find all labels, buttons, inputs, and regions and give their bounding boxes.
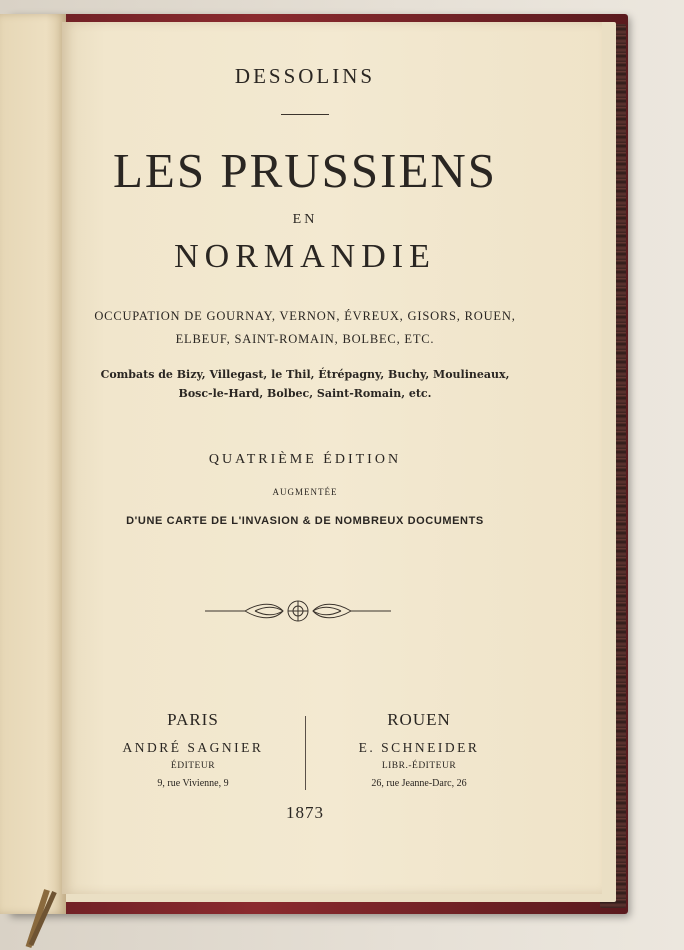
publication-year: 1873: [286, 803, 324, 822]
book-title-connector: EN: [292, 212, 318, 227]
publisher-left-address: 9, rue Vivienne, 9: [157, 778, 229, 789]
left-page: [0, 14, 66, 914]
book-title-line2: NORMANDIE: [174, 238, 436, 275]
publisher-right-city: ROUEN: [387, 710, 451, 729]
combats-line1: Combats de Bizy, Villegast, le Thil, Étrépagny, Buchy, Moulineaux,: [100, 368, 510, 381]
map-note: D'UNE CARTE DE L'INVASION & DE NOMBREUX DOCUMENTS: [126, 515, 484, 527]
author-name: DESSOLINS: [234, 64, 376, 88]
edition-label: QUATRIÈME ÉDITION: [208, 452, 402, 467]
author-rule: [281, 114, 329, 115]
publisher-right-role: LIBR.-ÉDITEUR: [381, 761, 457, 771]
publisher-left-role: ÉDITEUR: [170, 761, 216, 771]
publisher-left-name: ANDRÉ SAGNIER: [122, 740, 264, 755]
occupation-line1: OCCUPATION DE GOURNAY, VERNON, ÉVREUX, GISORS, ROUEN,: [94, 309, 516, 323]
publisher-left-city: PARIS: [167, 710, 219, 729]
book-title-line1: LES PRUSSIENS: [112, 143, 498, 198]
ornament-flourish-icon: [205, 598, 391, 624]
publisher-right-address: 26, rue Jeanne-Darc, 26: [371, 778, 467, 789]
augmented-label: AUGMENTÉE: [272, 487, 338, 497]
combats-line2: Bosc-le-Hard, Bolbec, Saint-Romain, etc.: [178, 387, 432, 400]
occupation-line2: ELBEUF, SAINT-ROMAIN, BOLBEC, ETC.: [175, 332, 435, 346]
publisher-right-name: E. SCHNEIDER: [358, 740, 480, 755]
publisher-divider: [305, 716, 306, 790]
